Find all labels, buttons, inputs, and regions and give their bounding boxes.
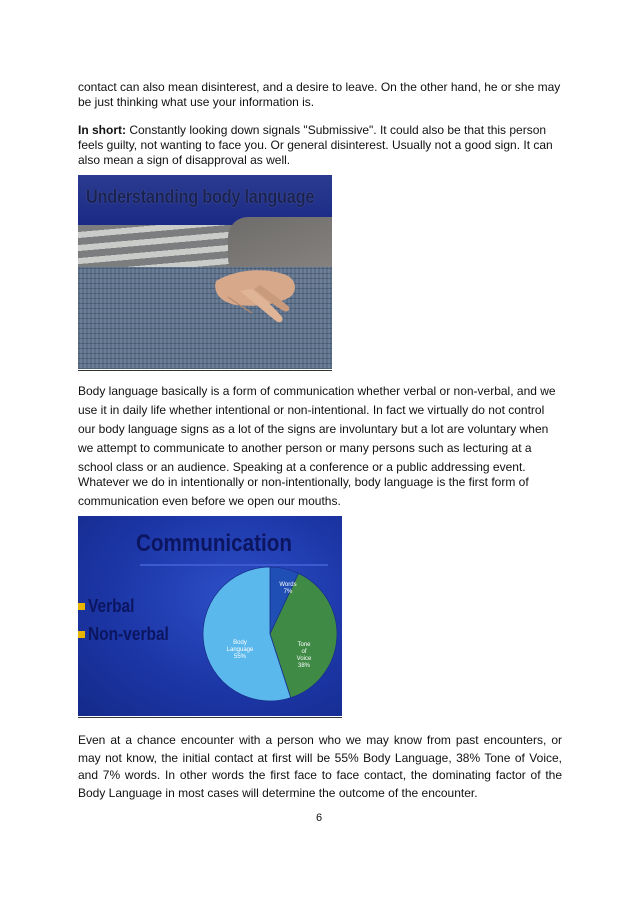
paragraph-body-language: Body language basically is a form of communication whether verbal or non-verbal, and we use it in daily life whether intentional or non-intentional. In fact we virtually do not control our body language signs as a lot of the signs are involuntary but a lot are voluntary when we attempt to communicate to another person or many persons such as lecturing at a school class or an audience. Speaking at a conference or a public addressing event.	[78, 384, 556, 474]
legend-label: Verbal	[88, 596, 135, 616]
page-number: 6	[315, 812, 323, 824]
crossed-fingers-icon	[206, 261, 300, 325]
pie-label-words: Words 7%	[279, 582, 297, 595]
paragraph-intro: contact can also mean disinterest, and a desire to leave. On the other hand, he or she may be just thinking what use your information is.	[78, 80, 561, 109]
figure-1-rule	[78, 370, 332, 371]
paragraph-encounter: Even at a chance encounter with a person who we may know from past encounters, or may not know, the initial contact at first will be 55% Body Language, 38% Tone of Voice, and 7% words. In other words the first face to face contact, the dominating factor of the Body Language in most cases will determine the outcome of the encounter.	[78, 733, 562, 800]
pie-chart	[78, 516, 342, 716]
paragraph-in-short	[78, 123, 562, 168]
in-short-text: Constantly looking down signals "Submissive". It could also be that this person feels guilty, not wanting to face you. Or general disinterest. Usually not a good sign. It can also mean a sign of disapproval as well.	[78, 123, 553, 167]
figure-2-rule	[78, 717, 342, 718]
paragraph-first-form: Whatever we do in intentionally or non-intentionally, body language is the first form of communication even before we open our mouths.	[78, 475, 529, 508]
pie-label-body-language: Body Language 55%	[226, 640, 254, 660]
in-short-label: In short:	[78, 123, 126, 137]
pie-label-tone-of-voice: Tone of Voice 38%	[296, 642, 312, 669]
photo-banner-text: Understanding body language	[86, 187, 315, 208]
body-language-photo	[78, 175, 332, 369]
chart-title: Communication	[136, 530, 292, 557]
communication-chart-slide	[78, 516, 342, 716]
legend-label: Non-verbal	[88, 624, 169, 644]
